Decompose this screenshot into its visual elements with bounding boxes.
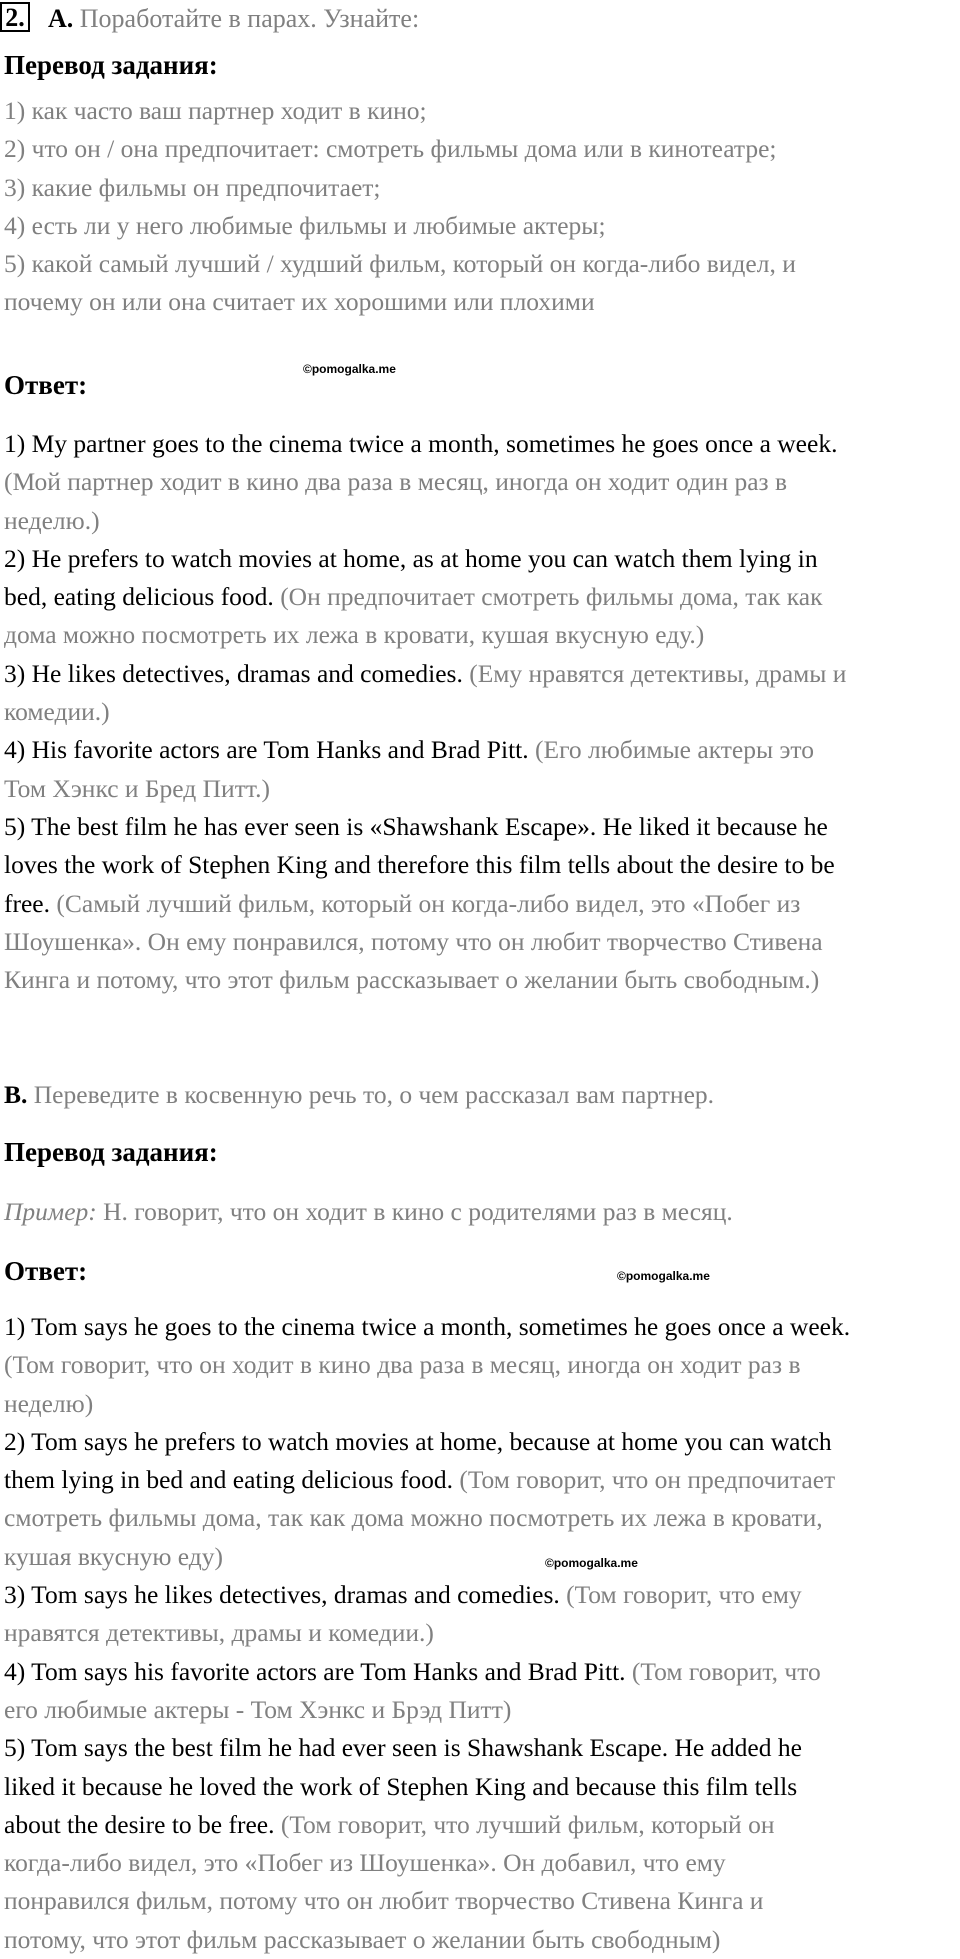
russian-translation-text: (Ему нравятся детективы, драмы и <box>462 658 847 688</box>
answer-line <box>4 1691 850 1729</box>
example-text: Н. говорит, что он ходит в кино с родителями раз в месяц. <box>103 1197 733 1226</box>
translation-line: 1) как часто ваш партнер ходит в кино; <box>4 96 427 125</box>
answer-line <box>4 1423 850 1461</box>
answer-line <box>4 1844 850 1882</box>
russian-translation-text: неделю.) <box>4 505 100 535</box>
answer-line <box>4 923 846 961</box>
answer-line <box>4 1806 850 1844</box>
answer-line <box>4 885 846 923</box>
russian-translation-text: (Мой партнер ходит в кино два раза в месяц, иногда он ходит один раз в <box>4 467 788 497</box>
answer-line <box>4 731 846 769</box>
russian-translation-text: (Том говорит, что он предпочитает <box>453 1465 836 1495</box>
section-a-answer-heading: Ответ: <box>4 370 88 400</box>
answer-line <box>4 1499 850 1537</box>
section-b-answer-list <box>4 1308 850 1959</box>
answer-line <box>4 1653 850 1691</box>
english-answer-text: 1) Tom says he goes to the cinema twice a month, sometimes he goes once a week. <box>4 1312 851 1341</box>
answer-line <box>4 1308 850 1346</box>
section-b-translation-heading: Перевод задания: <box>4 1137 218 1167</box>
english-answer-text: 4) His favorite actors are Tom Hanks and Brad Pitt. <box>4 735 529 765</box>
english-answer-text: 1) My partner goes to the cinema twice a month, sometimes he goes once a week. <box>4 429 838 458</box>
english-answer-text: 2) He prefers to watch movies at home, as at home you can watch them lying in <box>4 543 818 573</box>
answer-line <box>4 463 846 501</box>
answer-line <box>4 1346 850 1384</box>
answer-line <box>4 1882 850 1920</box>
russian-translation-text: дома можно посмотреть их лежа в кровати, кушая вкусную еду.) <box>4 620 705 650</box>
answer-line <box>4 502 846 540</box>
russian-translation-text: кушая вкусную еду) <box>4 1541 223 1571</box>
russian-translation-text: смотреть фильмы дома, так как дома можно посмотреть их лежа в кровати, <box>4 1503 823 1533</box>
english-answer-text: 4) Tom says his favorite actors are Tom Hanks and Brad Pitt. <box>4 1656 626 1686</box>
task-header <box>0 2 419 36</box>
english-answer-text: about the desire to be free. <box>4 1809 275 1839</box>
answer-line <box>4 540 846 578</box>
section-a-translation-heading: Перевод задания: <box>4 50 218 80</box>
russian-translation-text: (Его любимые актеры это <box>528 735 814 765</box>
answer-line <box>4 616 846 654</box>
russian-translation-text: потому, что этот фильм рассказывает о желании быть свободным) <box>4 1924 721 1954</box>
section-b-example <box>4 1195 733 1229</box>
answer-line <box>4 1538 850 1576</box>
example-label: Пример: <box>4 1197 97 1226</box>
answer-line <box>4 1461 850 1499</box>
english-answer-text: bed, eating delicious food. <box>4 582 274 612</box>
answer-line <box>4 1385 850 1423</box>
part-a-letter: A. <box>48 4 74 33</box>
russian-translation-text: (Том говорит, что <box>625 1656 821 1686</box>
russian-translation-text: понравился фильм, потому что он любит творчество Стивена Кинга и <box>4 1886 764 1916</box>
answer-line <box>4 1576 850 1614</box>
russian-translation-text: комедии.) <box>4 697 110 727</box>
answer-line <box>4 1614 850 1652</box>
english-answer-text: them lying in bed and eating delicious food. <box>4 1465 453 1495</box>
english-answer-text: 5) Tom says the best film he had ever seen is Shawshank Escape. He added he <box>4 1733 802 1763</box>
english-answer-text: free. <box>4 888 50 918</box>
translation-line: 4) есть ли у него любимые фильмы и любимые актеры; <box>4 210 606 240</box>
english-answer-text: 3) He likes detectives, dramas and comedies. <box>4 658 463 688</box>
russian-translation-text: неделю) <box>4 1388 94 1418</box>
russian-translation-text: Кинга и потому, что этот фильм рассказывает о желании быть свободным.) <box>4 965 820 995</box>
answer-line <box>4 808 846 846</box>
watermark: ©pomogalka.me <box>617 1269 710 1283</box>
english-answer-text: 5) The best film he has ever seen is «Shawshank Escape». He liked it because he <box>4 811 828 841</box>
section-a-translation-list <box>4 92 796 322</box>
russian-translation-text: его любимые актеры - Том Хэнкс и Брэд Питт) <box>4 1694 512 1724</box>
answer-line <box>4 1729 850 1767</box>
part-a-text: Поработайте в парах. Узнайте: <box>79 4 420 33</box>
answer-line <box>4 770 846 808</box>
part-b-header <box>4 1078 714 1112</box>
russian-translation-text: Шоушенка». Он ему понравился, потому что он любит творчество Стивена <box>4 926 823 956</box>
answer-line <box>4 425 846 463</box>
answer-line <box>4 1768 850 1806</box>
part-b-text: Переведите в косвенную речь то, о чем рассказал вам партнер. <box>33 1080 715 1109</box>
answer-line <box>4 961 846 999</box>
russian-translation-text: когда-либо видел, это «Побег из Шоушенка». Он добавил, что ему <box>4 1848 726 1878</box>
translation-line: 5) какой самый лучший / худший фильм, который он когда-либо видел, и <box>4 249 796 279</box>
english-answer-text: loves the work of Stephen King and therefore this film tells about the desire to be <box>4 850 835 880</box>
english-answer-text: 3) Tom says he likes detectives, dramas and comedies. <box>4 1580 560 1610</box>
answer-line <box>4 1921 850 1959</box>
task-number-box: 2. <box>0 2 30 32</box>
translation-line: почему он или она считает их хорошими или плохими <box>4 287 595 317</box>
english-answer-text: liked it because he loved the work of Stephen King and because this film tells <box>4 1771 798 1801</box>
english-answer-text: 2) Tom says he prefers to watch movies at home, because at home you can watch <box>4 1426 832 1456</box>
russian-translation-text: (Том говорит, что лучший фильм, который он <box>274 1809 775 1839</box>
russian-translation-text: нравятся детективы, драмы и комедии.) <box>4 1618 434 1648</box>
watermark: ©pomogalka.me <box>545 1556 638 1570</box>
russian-translation-text: (Том говорит, что ему <box>559 1580 802 1610</box>
russian-translation-text: (Он предпочитает смотреть фильмы дома, так как <box>273 582 823 612</box>
translation-line: 3) какие фильмы он предпочитает; <box>4 172 381 202</box>
russian-translation-text: (Самый лучший фильм, который он когда-либо видел, это «Побег из <box>50 888 801 918</box>
answer-line <box>4 578 846 616</box>
section-b-answer-heading: Ответ: <box>4 1256 88 1286</box>
answer-line <box>4 655 846 693</box>
answer-line <box>4 693 846 731</box>
russian-translation-text: (Том говорит, что он ходит в кино два раза в месяц, иногда он ходит раз в <box>4 1350 801 1380</box>
part-b-letter: B. <box>4 1080 28 1109</box>
answer-line <box>4 846 846 884</box>
section-a-answer-list <box>4 425 846 999</box>
watermark: ©pomogalka.me <box>303 362 396 376</box>
russian-translation-text: Том Хэнкс и Бред Питт.) <box>4 773 270 803</box>
translation-line: 2) что он / она предпочитает: смотреть фильмы дома или в кинотеатре; <box>4 134 777 164</box>
